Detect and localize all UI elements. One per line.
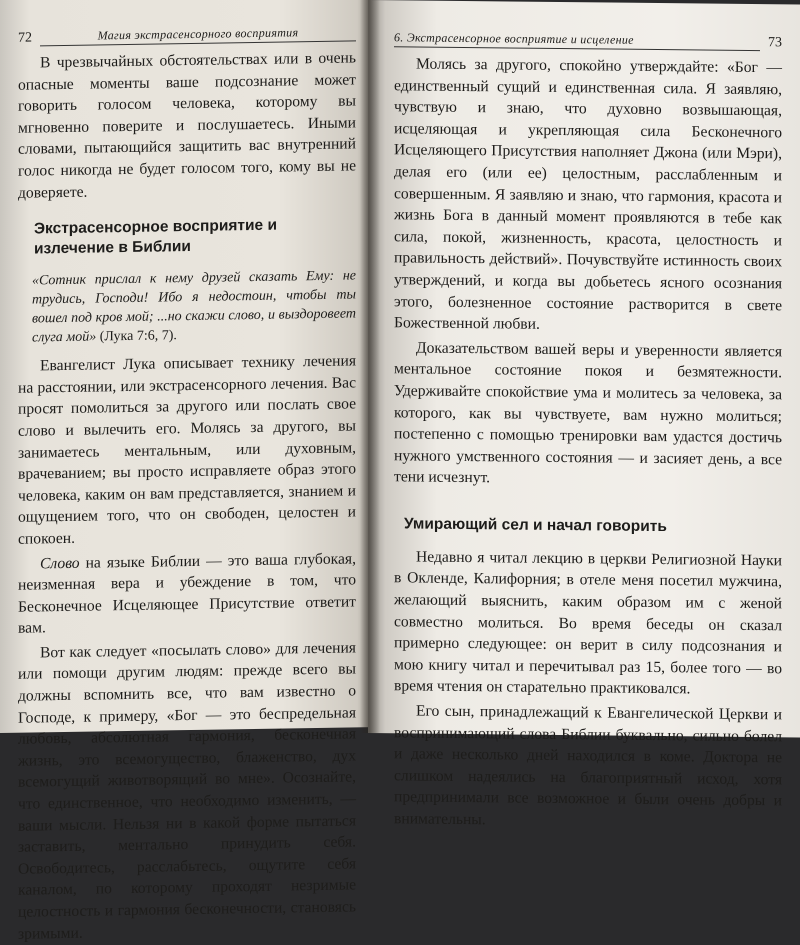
paragraph-luke: Евангелист Лука описывает технику лечения на расстоянии, или экстрасенсорного лечения. Вас просят помолиться за другого или послать свое слово и вылечить его. Молясь за другого, вы занимаетесь ментальным, или духовным, врачеванием; вы просто исправляете образ этого человека, каким он вам представляется, знанием и ощущением того, что он свободен, целостен и спокоен. xyxy=(18,352,356,548)
paragraph-son-coma: Его сын, принадлежащий к Евангелической Церкви и воспринимающий слова Библии буквально, сильно болел и даже несколько дней находился в коме. Доктора не слишком надеялись на благоприятный исход, хотя предпринимали все возможное и были очень добры и внимательны. xyxy=(394,702,782,829)
quote-reference: (Лука 7:6, 7). xyxy=(96,328,177,345)
page-number-73: 73 xyxy=(768,35,782,51)
left-running-header xyxy=(18,24,356,46)
quote-text: «Сотник прислал к нему друзей сказать Ему: не трудись, Господи! Ибо я недостоин, чтобы ты вошел под кров мой; ...но скажи слово, и выздоровеет слуга мой» xyxy=(32,268,356,346)
paragraph-prayer-affirmation: Молясь за другого, спокойно утверждайте: «Бог — единственный сущий и единственная сила. Я заявляю, чувствую и знаю, что духовно возвышающая, исцеляющая и укрепляющая сила Бесконечного Исцеляющего Присутствия наполняет Джона (или Мэри), делая его (или ее) целостным, расслабленным и совершенным. Я заявляю и знаю, что гармония, красота и жизнь Бога в данный момент проявляются в тебе как сила, покой, жизненность, красота, целостность и правильность действий». Почувствуйте истинность своих утверждений, и когда вы добьетесь ясного осознания этого, болезненное состояние растворится в свете Божественной любви. xyxy=(394,55,782,333)
left-running-head-title: Магия экстрасенсорного восприятия xyxy=(40,24,356,46)
paragraph-lecture-oakland: Недавно я читал лекцию в церкви Религиозной Науки в Окленде, Калифорния; в отеле меня посетил мужчина, желающий выяснить, каким образом им с женой совместно молиться. Во время беседы он сказал примерно следующее: он верит в силу подсознания и мою книгу читал и перечитывал раз 15, более того — во время чтения он старательно практиковался. xyxy=(394,548,782,698)
paragraph-send-word: Вот как следует «посылать слово» для лечения или помощи другим людям: прежде всего вы должны вспомнить все, что вам известно о Господе, к примеру, «Бог — это беспредельная любовь, абсолютная гармония, бесконечная жизнь, это всемогущество, блаженство, дух всемогущий животворящий во мне». Осознайте, что единственное, что необходимо изменить, — ваши мысли. Нельзя ни в какой форме пытаться заставить, ментально принудить себя. Освободитесь, расслабьтесь, ощутите себя каналом, по которому проходят незримые целостность и гармония бесконечности, становясь зримыми. xyxy=(18,639,356,943)
book-gutter xyxy=(360,0,380,733)
epigraph-quote xyxy=(18,267,356,348)
slovo-rest: на языке Библии — это ваша глубокая, неизменная вера и убеждение в том, что Бесконечное Исцеляющее Присутствие ответит вам. xyxy=(18,549,356,637)
slovo-word: Слово xyxy=(40,554,80,572)
right-page xyxy=(368,0,800,829)
right-running-header xyxy=(394,30,782,51)
section-heading-dying-man: Умирающий сел и начал говорить xyxy=(404,515,667,536)
paragraph-emergency: В чрезвычайных обстоятельствах или в очень опасные моменты ваше подсознание может говорить голосом человека, которому вы мгновенно поверите и послушаетесь. Иными словами, пытающийся защитить вас внутренний голос никогда не будет голосом того, кому вы не доверяете. xyxy=(18,49,356,202)
page-number-72: 72 xyxy=(18,30,32,46)
paragraph-proof-of-faith: Доказательством вашей веры и уверенности является ментальное состояние покоя и безмятежности. Удерживайте спокойствие ума и молитесь за человека, за которого, как вы чувствуете, вам нужно молиться; постепенно с помощью тренировки вам удастся достичь нужного умственного состояния — и засияет день, а все тени исчезнут. xyxy=(394,339,782,487)
right-running-head-title: 6. Экстрасенсорное восприятие и исцеление xyxy=(394,30,760,51)
paragraph-slovo xyxy=(18,548,356,640)
section-heading-bible: Экстрасенсорное восприятие и излечение в Библии xyxy=(34,216,277,258)
left-page xyxy=(0,0,372,943)
